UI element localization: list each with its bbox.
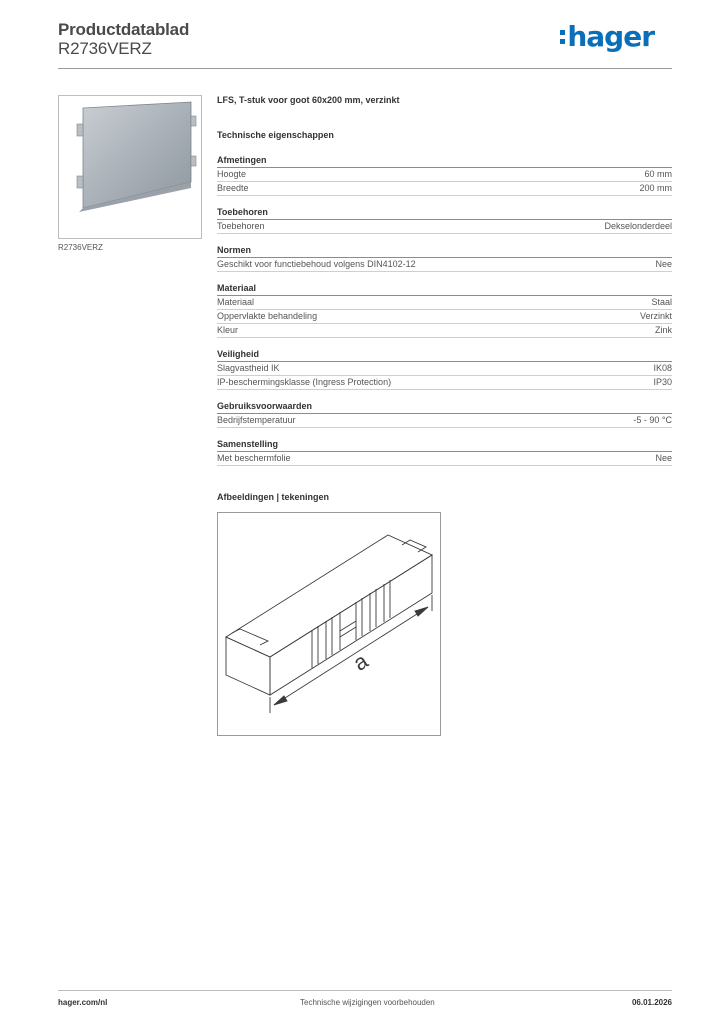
spec-value: 200 mm	[639, 183, 672, 193]
spec-label: Bedrijfstemperatuur	[217, 415, 296, 425]
product-photo	[58, 95, 202, 239]
spec-label: Materiaal	[217, 297, 255, 307]
section-gebruiksvoorwaarden	[217, 401, 672, 428]
spec-row	[217, 168, 672, 182]
spec-label: Slagvastheid IK	[217, 363, 280, 373]
spec-value: IK08	[653, 363, 672, 373]
spec-label: Breedte	[217, 183, 249, 193]
spec-value: 60 mm	[644, 169, 672, 179]
spec-value: Nee	[655, 259, 672, 269]
spec-value: Dekselonderdeel	[604, 221, 672, 231]
dimension-label: a	[348, 648, 373, 676]
spec-row	[217, 414, 672, 428]
document-title: Productdatablad	[58, 20, 190, 39]
spec-label: Kleur	[217, 325, 239, 335]
spec-row	[217, 310, 672, 324]
section-title: Gebruiksvoorwaarden	[217, 401, 672, 414]
images-heading: Afbeeldingen | tekeningen	[217, 492, 330, 502]
spec-value: -5 - 90 °C	[633, 415, 672, 425]
spec-value: Zink	[654, 325, 672, 335]
footer-website-link[interactable]: hager.com/nl	[58, 998, 108, 1007]
section-title: Materiaal	[217, 283, 672, 296]
spec-content	[217, 95, 672, 466]
spec-row	[217, 362, 672, 376]
spec-row	[217, 376, 672, 390]
spec-label: Toebehoren	[217, 221, 265, 231]
product-code: R2736VERZ	[58, 39, 152, 58]
section-title: Normen	[217, 245, 672, 258]
spec-row	[217, 182, 672, 196]
spec-row	[217, 220, 672, 234]
section-title: Samenstelling	[217, 439, 672, 452]
spec-row	[217, 258, 672, 272]
spec-value: Verzinkt	[639, 311, 672, 321]
footer-divider	[58, 990, 672, 991]
section-veiligheid	[217, 349, 672, 390]
page-header	[58, 20, 672, 68]
section-samenstelling	[217, 439, 672, 466]
section-materiaal	[217, 283, 672, 338]
spec-label: Met beschermfolie	[217, 453, 291, 463]
section-toebehoren	[217, 207, 672, 234]
spec-value: IP30	[653, 377, 672, 387]
spec-label: Geschikt voor functiebehoud volgens DIN4102-12	[217, 259, 416, 269]
hager-logo: hager	[560, 20, 654, 53]
spec-row	[217, 324, 672, 338]
photo-caption: R2736VERZ	[58, 243, 103, 252]
section-afmetingen	[217, 155, 672, 196]
spec-label: Oppervlakte behandeling	[217, 311, 318, 321]
header-divider	[58, 68, 672, 69]
footer-notice: Technische wijzigingen voorbehouden	[300, 998, 435, 1007]
technical-drawing	[217, 512, 441, 736]
spec-value: Nee	[655, 453, 672, 463]
spec-value: Staal	[651, 297, 672, 307]
spec-row	[217, 452, 672, 466]
product-description: LFS, T-stuk voor goot 60x200 mm, verzinkt	[217, 95, 400, 105]
section-normen	[217, 245, 672, 272]
section-title: Afmetingen	[217, 155, 672, 168]
technical-properties-heading: Technische eigenschappen	[217, 130, 334, 140]
spec-label: IP-beschermingsklasse (Ingress Protection)	[217, 377, 392, 387]
spec-label: Hoogte	[217, 169, 247, 179]
spec-row	[217, 296, 672, 310]
section-title: Toebehoren	[217, 207, 672, 220]
footer-date: 06.01.2026	[631, 998, 672, 1007]
section-title: Veiligheid	[217, 349, 672, 362]
